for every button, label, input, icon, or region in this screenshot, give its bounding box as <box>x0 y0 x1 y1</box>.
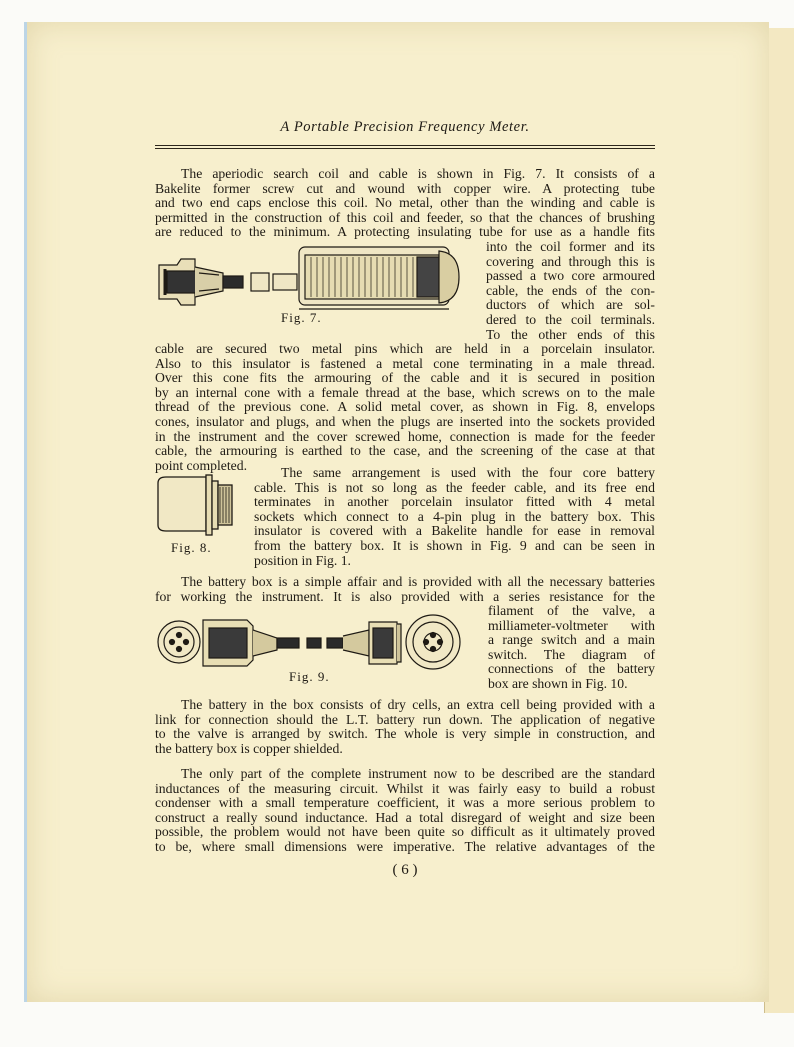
para1-tail <box>155 342 655 473</box>
para2 <box>254 466 655 568</box>
text-line: cable. This is not so long as the feeder cable, and its free end <box>254 479 655 495</box>
text-line: The same arrangement is used with the four core battery <box>281 465 655 480</box>
text-line: cable, the ends of the con- <box>486 282 655 298</box>
header-rule-bottom <box>155 148 655 149</box>
para1-side <box>486 240 655 342</box>
text-line: terminates in another porcelain insulator fitted with 4 metal <box>254 494 655 510</box>
header-rule-top <box>155 145 655 146</box>
text-line: To the other ends of this <box>486 326 655 342</box>
text-line: covering and through this is <box>486 253 655 269</box>
text-line: Over this cone fits the armouring of the cable and it is secured in position <box>155 370 655 386</box>
metal-cover-drawing <box>156 473 240 537</box>
text-line: position in Fig. 1. <box>254 552 351 568</box>
text-line: from the battery box. It is shown in Fig. 9 and can be seen in <box>254 537 655 553</box>
text-line: point completed. <box>155 457 247 473</box>
text-line: the battery box is copper shielded. <box>155 740 343 756</box>
para1-lead <box>155 167 655 240</box>
text-line: to the valve is arranged by switch. The whole is very simple in construction, and <box>155 726 655 742</box>
text-line: milliameter-voltmeter with <box>488 617 655 633</box>
text-line: possible, the problem would not have been quite so difficult as it ultimately proved <box>155 824 655 840</box>
text-line: The battery box is a simple affair and is provided with all the necessary batteries <box>181 574 655 589</box>
para3-side <box>488 604 655 692</box>
para5 <box>155 767 655 855</box>
text-line: insulator is covered with a Bakelite handle for ease in removal <box>254 523 655 539</box>
text-line: for working the instrument. It is also provided with a series resistance for the <box>155 588 655 604</box>
text-line: passed a two core armoured <box>486 268 655 284</box>
running-header: A Portable Precision Frequency Meter. <box>280 119 530 135</box>
text-line: filament of the valve, a <box>488 603 655 618</box>
text-line: condenser with a small temperature coefficient, it was a more serious problem to <box>155 795 655 811</box>
para4 <box>155 698 655 756</box>
text-line: Also to this insulator is fastened a metal cone terminating in a male thread. <box>155 355 655 371</box>
fig7-caption: Fig. 7. <box>281 310 322 325</box>
text-line: The only part of the complete instrument now to be described are the standard <box>181 766 655 781</box>
text-line: to be, where small dimensions were imperative. The relative advantages of the <box>155 838 655 854</box>
text-line: cable, the armouring is earthed to the case, and the screening of the case at that <box>155 443 655 459</box>
text-line: a range switch and a main <box>488 632 655 648</box>
text-line: and two end caps enclose this coil. No metal, other than the winding and cable is <box>155 195 655 211</box>
text-line: The battery in the box consists of dry cells, an extra cell being provided with a <box>181 697 655 712</box>
text-line: The aperiodic search coil and cable is shown in Fig. 7. It consists of a <box>181 166 655 181</box>
text-line: thread of the previous cone. A solid metal cover, as shown in Fig. 8, envelops <box>155 399 655 415</box>
text-line: Bakelite former screw cut and wound with copper wire. A protecting tube <box>155 180 655 196</box>
text-line: link for connection should the L.T. battery run down. The application of negative <box>155 711 655 727</box>
fig8-caption: Fig. 8. <box>171 540 212 555</box>
text-line: into the coil former and its <box>486 239 655 254</box>
text-line: cable are secured two metal pins which are held in a porcelain insulator. <box>155 341 655 356</box>
battery-cable-drawing <box>157 610 477 674</box>
text-line: construct a really sound inductance. Had a total disregard of weight and size been <box>155 809 655 825</box>
text-line: are reduced to the minimum. A protecting insulating tube for use as a handle fits <box>155 224 655 240</box>
text-line: switch. The diagram of <box>488 646 655 662</box>
text-line: ductors of which are sol- <box>486 297 655 313</box>
text-line: by an internal cone with a female thread at the base, which screws on to the male <box>155 384 655 400</box>
text-line: connections of the battery <box>488 661 655 677</box>
text-line: inductances of the measuring circuit. Whilst it was fairly easy to build a robust <box>155 780 655 796</box>
text-line: box are shown in Fig. 10. <box>488 675 628 691</box>
text-line: permitted in the construction of this coil and feeder, so that the chances of brushing <box>155 209 655 225</box>
para3-lead <box>155 575 655 604</box>
page-number: ( 6 ) <box>392 862 418 878</box>
text-line: sockets which connect to a 4-pin plug in the battery box. This <box>254 508 655 524</box>
fig9-caption: Fig. 9. <box>289 669 330 684</box>
text-line: dered to the coil terminals. <box>486 311 655 327</box>
text-line: in the instrument and the cover screwed home, connection is made for the feeder <box>155 428 655 444</box>
text-line: cones, insulator and plugs, and when the plugs are inserted into the sockets provided <box>155 413 655 429</box>
